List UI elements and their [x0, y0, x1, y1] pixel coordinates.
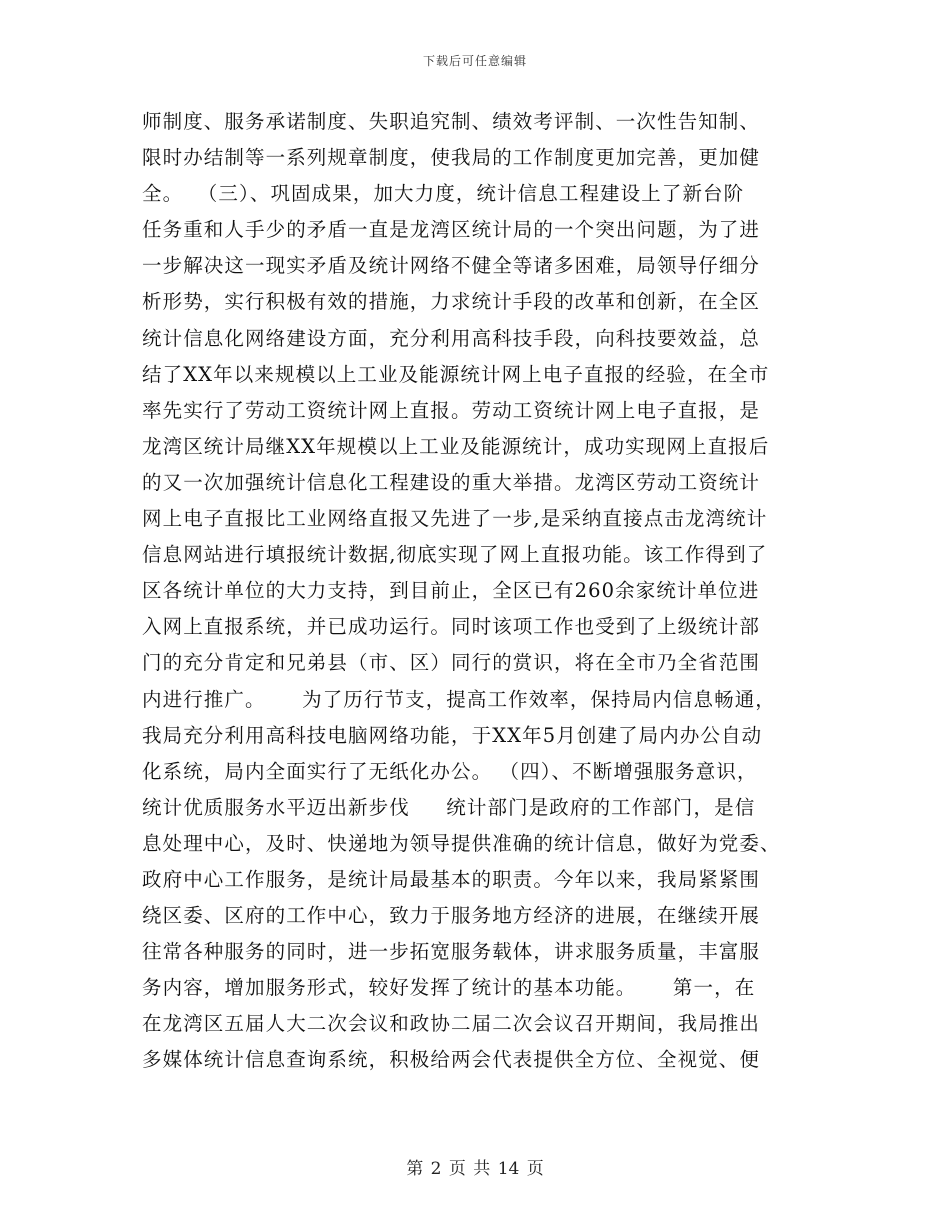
- body-line: 内进行推广。 为了历行节支，提高工作效率，保持局内信息畅通，: [142, 687, 776, 711]
- page-header: 下载后可任意编辑: [422, 54, 527, 68]
- body-line: 入网上直报系统，并已成功运行。同时该项工作也受到了上级统计部: [142, 615, 761, 639]
- body-line: 统计优质服务水平迈出新步伐 统计部门是政府的工作部门，是信: [142, 795, 756, 819]
- body-line: 区各统计单位的大力支持，到目前止，全区已有260余家统计单位进: [142, 579, 760, 603]
- body-line: 全。 （三）、巩固成果，加大力度，统计信息工程建设上了新台阶: [142, 182, 745, 206]
- body-line: 我局充分利用高科技电脑网络功能，于XX年5月创建了局内办公自动: [142, 723, 763, 747]
- body-line: 化系统，局内全面实行了无纸化办公。 （四）、不断增强服务意识，: [142, 759, 758, 783]
- body-line: 在龙湾区五届人大二次会议和政协二届二次会议召开期间，我局推出: [142, 1012, 761, 1036]
- body-line: 统计信息化网络建设方面，充分利用高科技手段，向科技要效益，总: [142, 326, 761, 350]
- body-line: 师制度、服务承诺制度、失职追究制、绩效考评制、一次性告知制、: [142, 110, 761, 133]
- body-line: 网上电子直报比工业网络直报又先进了一步,是采纳直接点击龙湾统计: [142, 507, 768, 531]
- body-line: 绕区委、区府的工作中心，致力于服务地方经济的进展，在继续开展: [142, 904, 761, 928]
- body-line: 政府中心工作服务，是统计局最基本的职责。今年以来，我局紧紧围: [142, 867, 761, 891]
- body-line: 结了XX年以来规模以上工业及能源统计网上电子直报的经验，在全市: [142, 362, 770, 386]
- body-line: 多媒体统计信息查询系统，积极给两会代表提供全方位、全视觉、便: [142, 1048, 761, 1072]
- body-line: 析形势，实行积极有效的措施，力求统计手段的改革和创新，在全区: [142, 290, 761, 314]
- body-line: 一步解决这一现实矛盾及统计网络不健全等诸多困难，局领导仔细分: [142, 254, 761, 278]
- body-line: 龙湾区统计局继XX年规模以上工业及能源统计，成功实现网上直报后: [142, 434, 770, 458]
- body-line: 息处理中心，及时、快递地为领导提供准确的统计信息，做好为党委、: [142, 831, 781, 855]
- body-line: 信息网站进行填报统计数据,彻底实现了网上直报功能。该工作得到了: [142, 543, 768, 567]
- body-line: 的又一次加强统计信息化工程建设的重大举措。龙湾区劳动工资统计: [142, 470, 761, 494]
- body-line: 往常各种服务的同时，进一步拓宽服务载体，讲求服务质量，丰富服: [142, 940, 761, 964]
- document-body: [142, 104, 842, 1079]
- body-line: 门的充分肯定和兄弟县（市、区）同行的赏识，将在全市乃全省范围: [142, 651, 761, 675]
- body-line: 务内容，增加服务形式，较好发挥了统计的基本功能。 第一，在: [142, 976, 756, 1000]
- page-number-footer: 第 2 页 共 14 页: [406, 1159, 544, 1179]
- body-line: 率先实行了劳动工资统计网上直报。劳动工资统计网上电子直报，是: [142, 398, 761, 422]
- body-line: 限时办结制等一系列规章制度，使我局的工作制度更加完善，更加健: [142, 146, 761, 170]
- body-line: 任务重和人手少的矛盾一直是龙湾区统计局的一个突出问题，为了进: [142, 218, 761, 242]
